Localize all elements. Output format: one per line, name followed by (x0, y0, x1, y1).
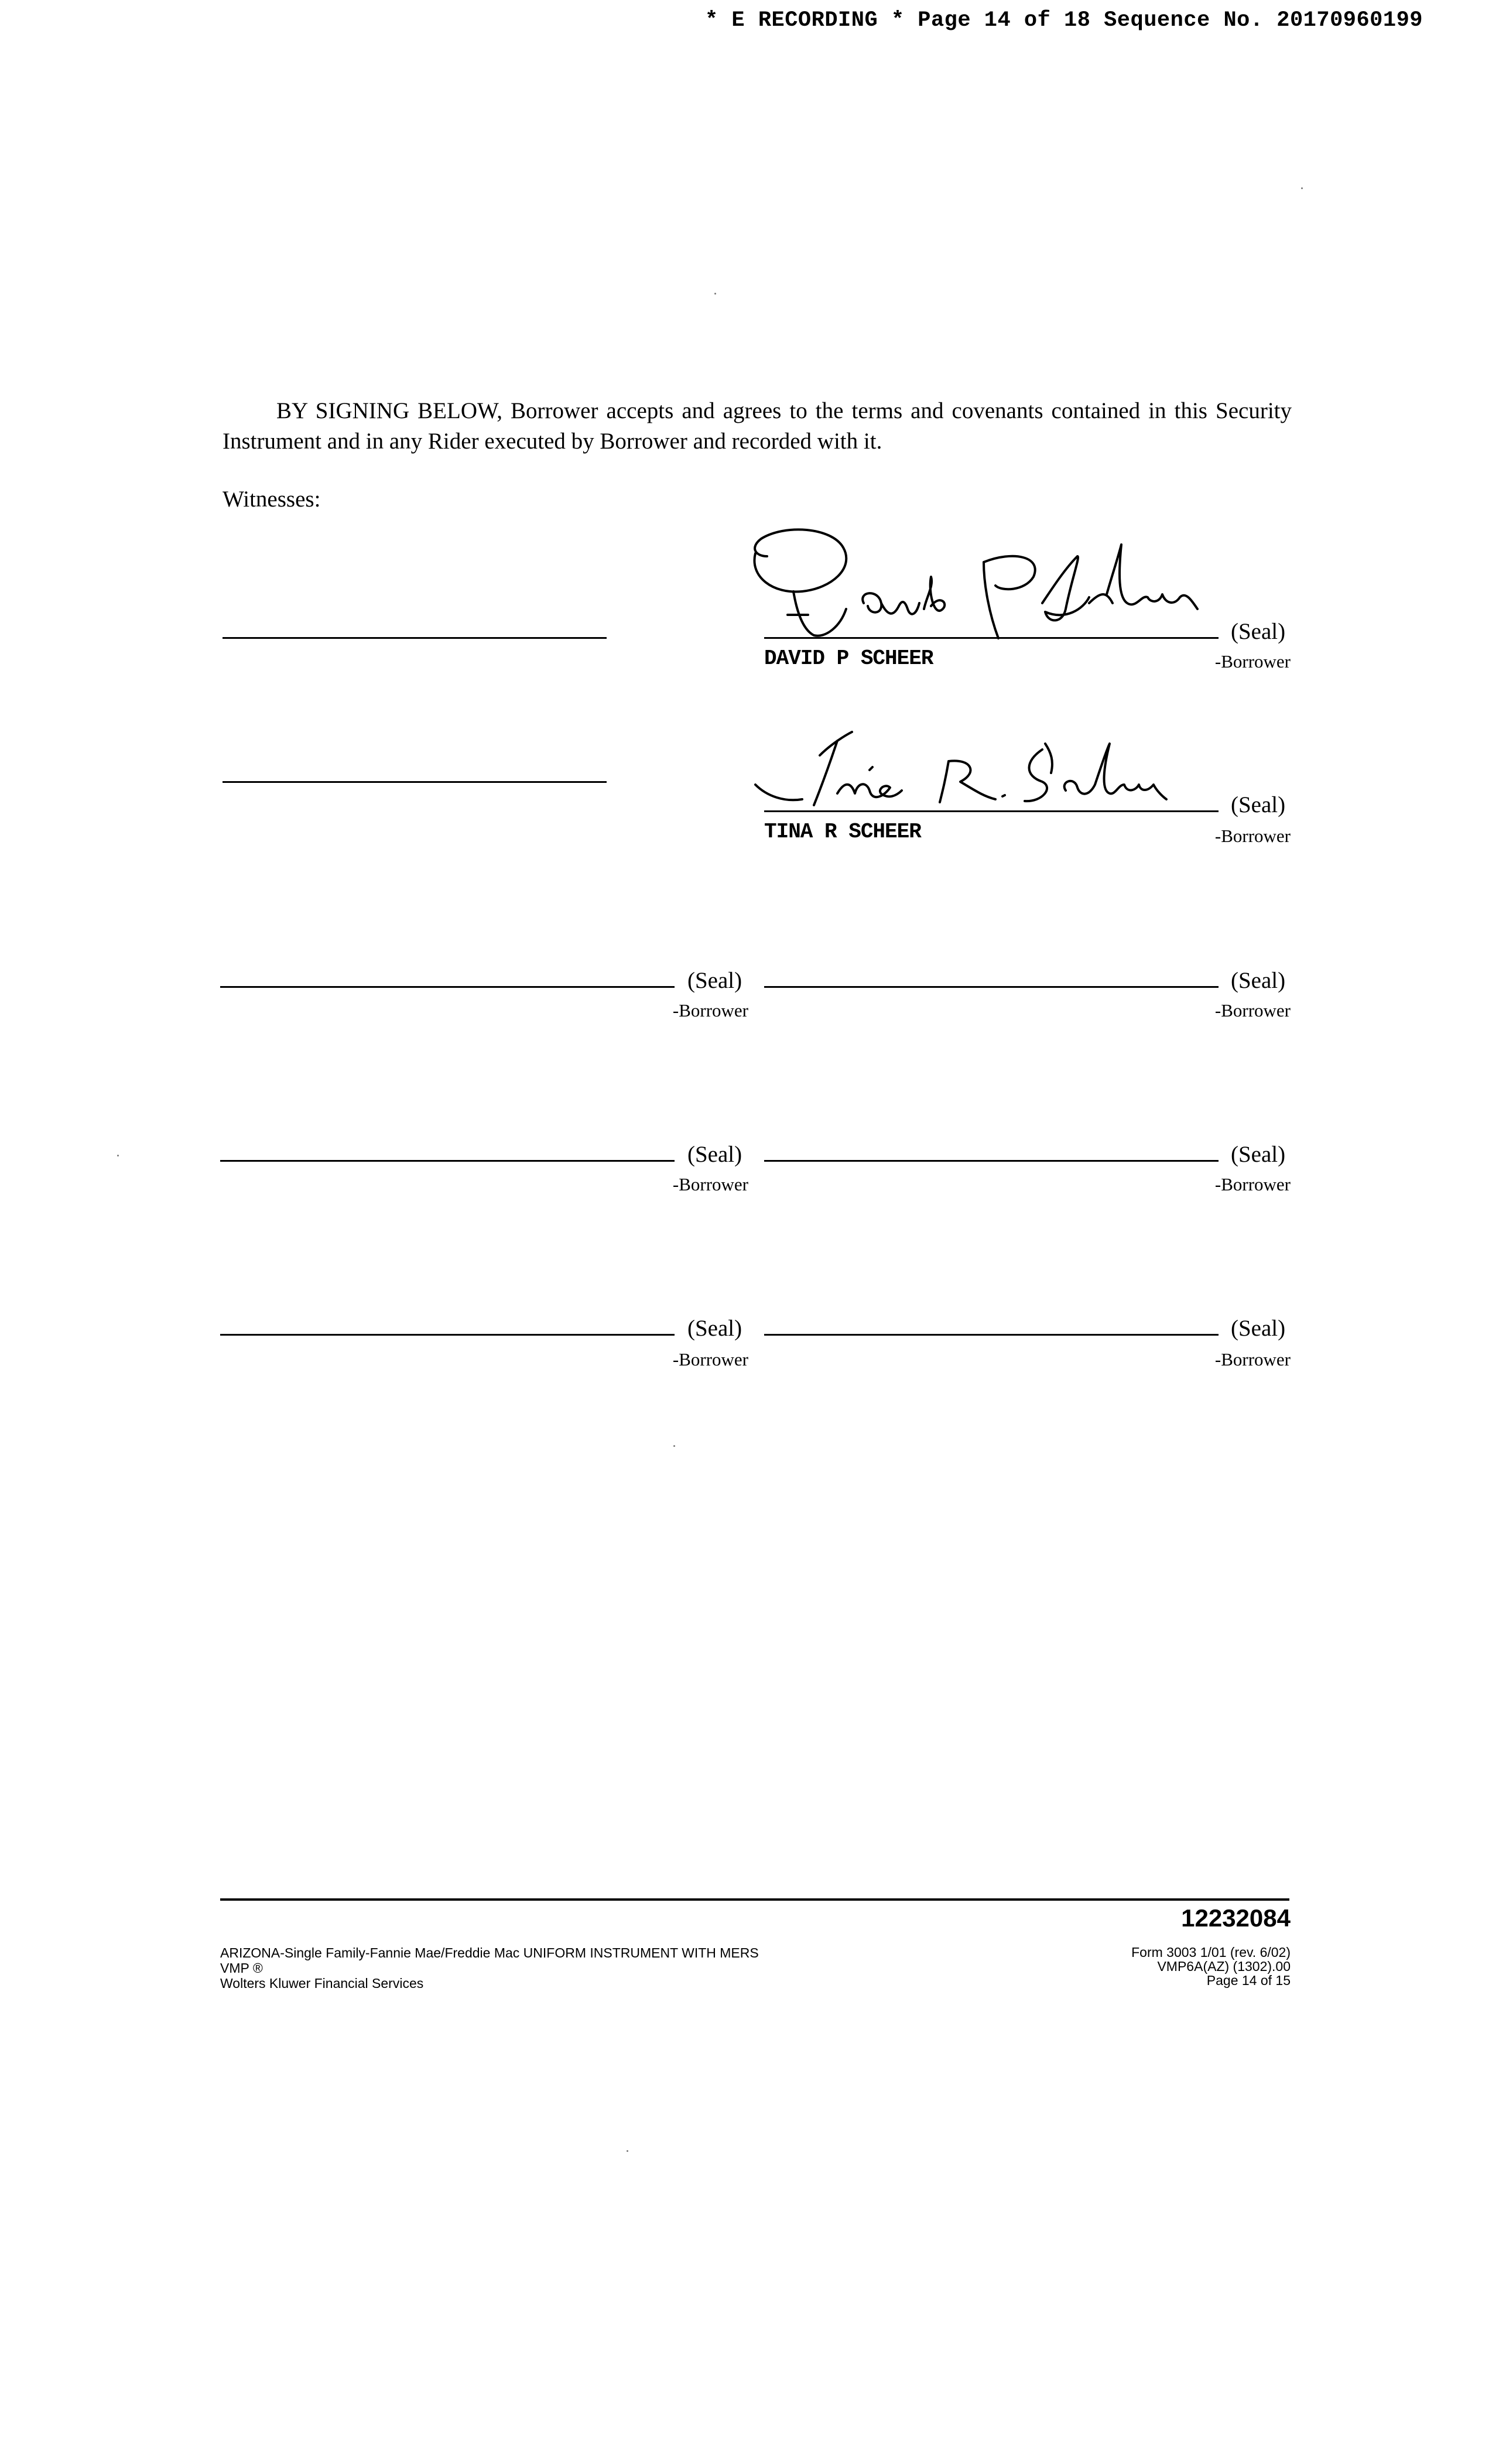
form-identifiers (1131, 1945, 1291, 1987)
borrower-label: -Borrower (672, 1000, 748, 1021)
witnesses-label: Witnesses: (223, 487, 321, 512)
scan-speck (1301, 187, 1303, 189)
blank-signature-line (764, 1334, 1219, 1336)
blank-signature-line (220, 1334, 675, 1336)
borrower-label: -Borrower (1214, 826, 1291, 846)
seal-label: (Seal) (1231, 792, 1286, 817)
seal-label: (Seal) (1231, 1316, 1286, 1341)
publisher: Wolters Kluwer Financial Services (220, 1976, 424, 1991)
seal-label: (Seal) (1231, 619, 1286, 644)
footer-divider (220, 1898, 1289, 1901)
signer-name: DAVID P SCHEER (764, 646, 933, 670)
blank-signature-line (220, 1160, 675, 1162)
form-description (220, 1945, 759, 1991)
scan-speck (673, 1445, 675, 1447)
borrower-signature-line-1 (764, 637, 1219, 639)
blank-signature-line (764, 986, 1219, 988)
signer-name: TINA R SCHEER (764, 820, 921, 844)
borrower-label: -Borrower (672, 1174, 748, 1195)
vmp-mark: VMP ® (220, 1960, 263, 1976)
borrower-label: -Borrower (1214, 1000, 1291, 1021)
signing-statement: BY SIGNING BELOW, Borrower accepts and agrees to the terms and covenants contained in this Security Instrument and in any Rider executed by Borrower and recorded with it. (223, 398, 1292, 454)
seal-label: (Seal) (1231, 1142, 1286, 1167)
witness-signature-line-2 (223, 781, 607, 783)
form-number: Form 3003 1/01 (rev. 6/02) (1131, 1945, 1291, 1960)
loan-number: 12232084 (1181, 1904, 1291, 1932)
page-number: Page 14 of 15 (1206, 1973, 1291, 1988)
recording-header: * E RECORDING * Page 14 of 18 Sequence No. 20170960199 (705, 8, 1423, 33)
borrower-label: -Borrower (1214, 1174, 1291, 1195)
scan-speck (627, 2150, 628, 2152)
borrower-signature-line-2 (764, 810, 1219, 812)
borrower-label: -Borrower (672, 1349, 748, 1370)
vmp-code: VMP6A(AZ) (1302).00 (1157, 1959, 1291, 1974)
signature-david-scheer (738, 521, 1218, 644)
signature-tina-scheer (750, 726, 1171, 814)
scan-speck (117, 1155, 119, 1156)
borrower-label: -Borrower (1214, 651, 1291, 672)
witness-signature-line-1 (223, 637, 607, 639)
form-title: ARIZONA-Single Family-Fannie Mae/Freddie Mac UNIFORM INSTRUMENT WITH MERS (220, 1945, 759, 1960)
blank-signature-line (764, 1160, 1219, 1162)
seal-label: (Seal) (687, 1142, 742, 1167)
blank-signature-line (220, 986, 675, 988)
seal-label: (Seal) (1231, 968, 1286, 993)
scan-speck (714, 293, 716, 295)
seal-label: (Seal) (687, 968, 742, 993)
seal-label: (Seal) (687, 1316, 742, 1341)
borrower-label: -Borrower (1214, 1349, 1291, 1370)
